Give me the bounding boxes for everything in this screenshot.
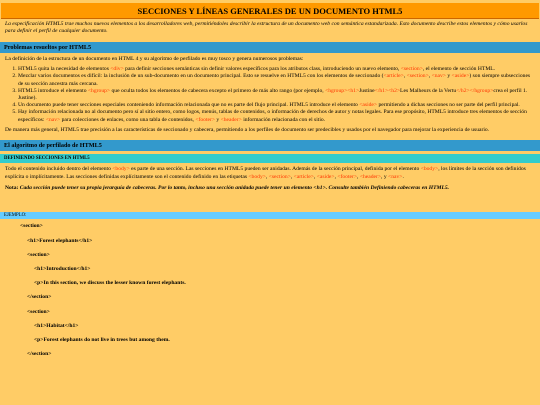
- code-line: <p>In this section, we discuss the lesser known forest elephants.: [34, 280, 186, 287]
- code-line: <section>: [20, 223, 43, 230]
- tag-code: <section>: [268, 173, 291, 180]
- list-item: 1. HTML5 quita la necesidad de elementos <div> para definir secciones semánticas sin definir valores específicos para los atributos class, introduciendo un nuevo elemento, <section>, el elemento de sección HTML.: [18, 66, 534, 73]
- list-item: 3. HTML5 introduce el elemento <hgroup> que oculta todos los elementos de cabecera excepto el primero de más alto rango (por ejemplo, <hgroup><h1>Justine</h1><h2>Les Malheurs de la Vertu</h2></hgroup>crea el perfil 1. Justine).: [18, 88, 534, 102]
- tag-code: <body>: [112, 166, 130, 173]
- problems-list: [0, 66, 540, 124]
- section-heading-algorithm: El algoritmo de perfilado de HTML5: [0, 140, 540, 151]
- tag-code: <body>: [420, 166, 439, 173]
- code-line: <h1>Habitat</h1>: [34, 322, 79, 329]
- section-heading-problems: Problemas resueltos por HTML5: [0, 42, 540, 53]
- tag-code: <hgroup><h1>: [325, 87, 360, 94]
- tag-code: <article>: [293, 173, 314, 180]
- algorithm-paragraph: Todo el contenido incluido dentro del elemento <body> es parte de una sección. Las secciones en HTML5 pueden ser anidadas. Además de la sección principal, definida por el elemento <body>, los límites de la sección son definidos explícita o implícitamente. Las secciones definidas explícitamente son el contenido definido en las etiquetas <body>, <section>, <article>, <aside>, <footer>, <header>, y <nav>.: [5, 166, 526, 180]
- tag-code: <aside>: [359, 102, 378, 109]
- list-item: 5. Hay información relacionada no al documento pero sí al sitio entero, como logos, menús, tablas de contenidos, o información de derechos de autor y notas legales. Para ese propósito, HTML5 introduce tres elementos de sección específicos: <nav> para colecciones de enlaces, como una tabla de contenidos, <footer> y <header> información relacionada con el sitio.: [18, 109, 534, 123]
- code-line: <section>: [27, 308, 50, 315]
- note-text: Cada sección puede tener su propia jerarquía de cabeceras. Por lo tanto, incluso una sección anidada puede tener un elemento <h1>. Consulte también Definiendo cabeceras en HTML5.: [18, 185, 450, 192]
- tag-code: <section>: [406, 73, 429, 80]
- tag-code: <div>: [110, 66, 124, 73]
- list-item: 2. Mezclar varios documentos es difícil: la inclusión de un sub-documento en un documento principal. Esto se resuelve en HTML5 con los elementos de seccionado (<article>, <section>, <nav> y <aside>) son siempre subsecciones de su sección ancestra más cercana.: [18, 73, 534, 87]
- tag-code: <nav>: [431, 73, 446, 80]
- page-title: SECCIONES Y LÍNEAS GENERALES DE UN DOCUMENTO HTML5: [1, 3, 539, 19]
- tag-code: <aside>: [316, 173, 335, 180]
- tag-code: <header>: [359, 173, 382, 180]
- tag-code: <footer>: [195, 116, 215, 123]
- example-label: EJEMPLO:: [0, 212, 540, 219]
- example-code-block: [0, 219, 540, 361]
- code-line: <h1>Introduction</h1>: [34, 266, 91, 273]
- tag-code: </h1><h2>: [374, 87, 401, 94]
- problems-closing: De manera más general, HTML5 trae precisión a las características de seccionado y cabecera, permitiendo a los perfiles de documento ser predecibles y usados por el navegador para mejorar la experiencia de usuario.: [5, 126, 490, 133]
- code-line: <p>Forest elephants do not live in trees but among them.: [34, 336, 170, 343]
- note-label: Nota:: [5, 185, 19, 192]
- tag-code: <body>: [248, 173, 266, 180]
- note-paragraph: [0, 185, 540, 192]
- code-line: <h1>Forest elephants</h1>: [27, 237, 93, 244]
- intro-paragraph: La especificación HTML5 trae muchos nuevos elementos a los desarrolladores web, permitiéndoles describir la estructura de un documento web con semántica estandarizada. Esto documento describe estos elementos y cómo usarlos para definir el perfil de cualquier documento.: [5, 21, 528, 35]
- list-item: 4. Un documento puede tener secciones especiales conteniendo información relacionada que no es parte del flujo principal. HTML5 introduce el elemento <aside> permitiendo a dichas secciones no ser parte del perfil principal.: [18, 102, 534, 109]
- tag-code: </h2></hgroup>: [456, 87, 494, 94]
- tag-code: <header>: [220, 116, 242, 123]
- tag-code: <aside>: [451, 73, 470, 80]
- code-line: </section>: [27, 351, 52, 358]
- tag-code: <nav>: [45, 116, 61, 123]
- tag-code: <article>: [383, 73, 404, 80]
- code-line: <section>: [27, 251, 50, 258]
- tag-code: <section>: [400, 66, 423, 73]
- tag-code: <hgroup>: [87, 87, 111, 94]
- tag-code: <nav>: [388, 173, 403, 180]
- code-line: </section>: [27, 294, 52, 301]
- tag-code: <footer>: [337, 173, 358, 180]
- problems-lead: La definición de la estructura de un documento en HTML 4 y su algoritmo de perfilado es muy tosco y genera numerosos problemas:: [5, 55, 304, 62]
- subsection-heading-defining: DEFINIENDO SECCIONES EN HTML5: [0, 154, 540, 163]
